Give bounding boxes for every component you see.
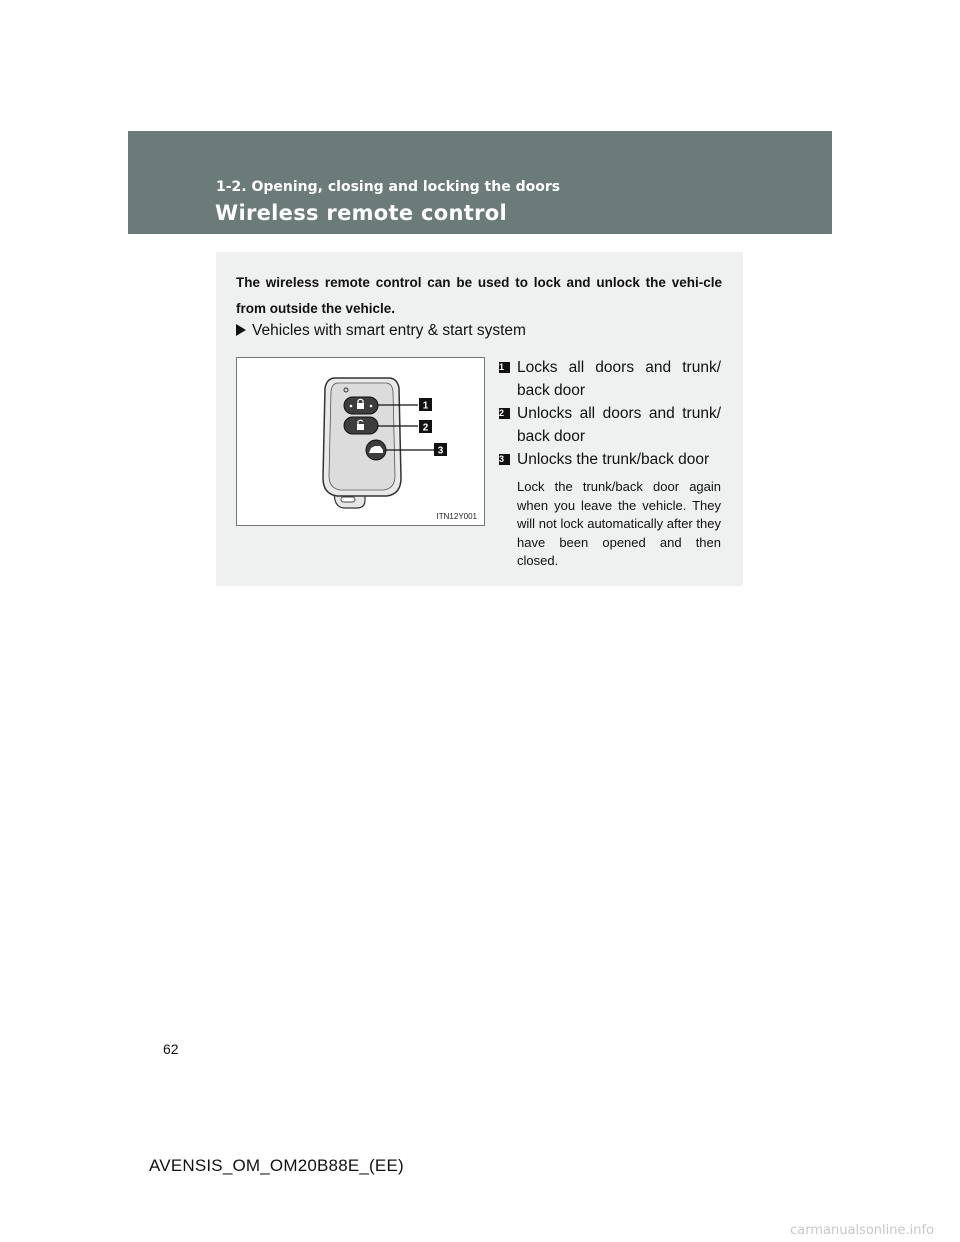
intro-paragraph: The wireless remote control can be used to lock and unlock the vehi-cle from outside the vehicle.	[236, 275, 722, 316]
document-code: AVENSIS_OM_OM20B88E_(EE)	[149, 1156, 404, 1175]
callout-item	[499, 448, 721, 471]
callout-item	[499, 402, 721, 448]
callout-text: Unlocks the trunk/back door	[517, 451, 710, 468]
key-fob-figure	[236, 357, 485, 526]
callout-item	[499, 356, 721, 402]
callout-number-badge: 2	[499, 408, 510, 419]
callout-text: Locks all doors and trunk/ back door	[517, 359, 721, 399]
section-label: 1-2. Opening, closing and locking the doors	[216, 179, 561, 195]
callout-text: Unlocks all doors and trunk/ back door	[517, 405, 721, 445]
variant-heading	[236, 322, 526, 340]
page-title: Wireless remote control	[215, 201, 507, 225]
triangle-bullet-icon	[236, 324, 246, 336]
key-fob-illustration	[237, 358, 484, 525]
figure-marker-3-label: 3	[437, 445, 444, 457]
content-box	[216, 252, 743, 586]
variant-label: Vehicles with smart entry & start system	[252, 322, 526, 339]
callout-number-badge: 3	[499, 454, 510, 465]
figure-code: ITN12Y001	[436, 512, 477, 521]
figure-marker-1-label: 1	[422, 400, 429, 412]
page-number: 62	[163, 1041, 179, 1057]
section-header	[128, 131, 832, 234]
callout-number-badge: 1	[499, 362, 510, 373]
figure-marker-2-label: 2	[422, 422, 429, 434]
note-paragraph: Lock the trunk/back door again when you leave the vehicle. They will not lock automatically after they have been opened and then closed.	[517, 479, 721, 568]
watermark: carmanualsonline.info	[790, 1223, 934, 1238]
callout-list	[499, 356, 721, 471]
